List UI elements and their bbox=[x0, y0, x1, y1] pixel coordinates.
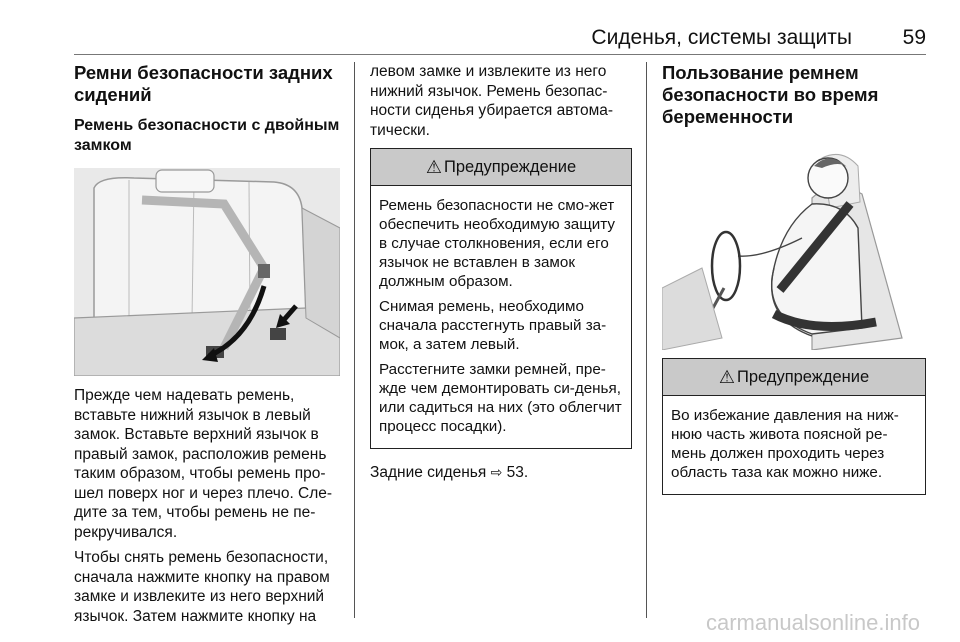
warning-body bbox=[663, 396, 925, 494]
header-title: Сиденья, системы защиты bbox=[591, 26, 852, 49]
warning-triangle-icon: ⚠ bbox=[718, 366, 735, 387]
column-1 bbox=[74, 62, 340, 632]
warning-header bbox=[663, 359, 925, 396]
header-rule bbox=[74, 54, 926, 55]
warning-title: Предупреждение bbox=[443, 157, 577, 176]
page-header bbox=[0, 0, 960, 54]
warning-triangle-icon: ⚠ bbox=[425, 156, 442, 177]
column-2 bbox=[370, 62, 632, 489]
instruction-paragraph-2: Чтобы снять ремень безопасности, сначала нажмите кнопку на правом замке и извлеките из него верхний язычок. Затем нажмите кнопку на bbox=[74, 549, 330, 625]
rear-seat-illustration-svg bbox=[74, 168, 340, 376]
warning-body bbox=[371, 186, 631, 448]
cross-reference[interactable] bbox=[370, 463, 632, 483]
column-divider-1 bbox=[354, 62, 355, 618]
instruction-paragraph-continued: левом замке и извлеките из него нижний язычок. Ремень безопас-ности сиденья убирается автома-тически. bbox=[370, 63, 614, 139]
xref-text: Задние сиденья bbox=[370, 464, 487, 481]
warning-box-rear-belts bbox=[370, 148, 632, 449]
warning-box-pregnancy bbox=[662, 358, 926, 495]
section-heading-rear-belts: Ремни безопасности задних сидений bbox=[74, 62, 333, 105]
warning-title: Предупреждение bbox=[736, 367, 870, 386]
warning-paragraph-2: Снимая ремень, необходимо сначала расстегнуть правый за-мок, а затем левый. bbox=[379, 298, 607, 353]
page-number: 59 bbox=[902, 26, 926, 49]
watermark: carmanualsonline.info bbox=[705, 610, 920, 635]
column-divider-2 bbox=[646, 62, 647, 618]
warning-paragraph-3: Расстегните замки ремней, пре-жде чем демонтировать си-денья, или садиться на них (это облегчит процесс посадки). bbox=[379, 361, 622, 435]
subheading-double-buckle: Ремень безопасности с двойным замком bbox=[74, 117, 340, 154]
section-heading-pregnancy: Пользование ремнем безопасности во время беременности bbox=[662, 62, 879, 127]
rear-seat-belt-illustration bbox=[74, 168, 340, 376]
warning-paragraph-1: Во избежание давления на ниж-нюю часть живота поясной ре-мень должен проходить через область таза как можно ниже. bbox=[671, 407, 899, 481]
warning-paragraph-1: Ремень безопасности не смо-жет обеспечить необходимую защиту в случае столкновения, если его язычок не вставлен в замок должным образом. bbox=[379, 197, 615, 290]
xref-page: 53. bbox=[506, 464, 529, 481]
pregnant-driver-svg bbox=[662, 138, 926, 350]
warning-header bbox=[371, 149, 631, 186]
arrow-right-icon: ⇨ bbox=[490, 464, 503, 480]
instruction-paragraph-1: Прежде чем надевать ремень, вставьте нижний язычок в левый замок. Вставьте верхний язычок в правый замок, расположив ремень таким образом, чтобы ремень про-шел поверх ног и через плечо. Сле-дите за тем, чтобы ремень не пе-рекручивался. bbox=[74, 387, 333, 541]
pregnant-driver-illustration bbox=[662, 138, 926, 350]
column-3 bbox=[662, 62, 926, 509]
